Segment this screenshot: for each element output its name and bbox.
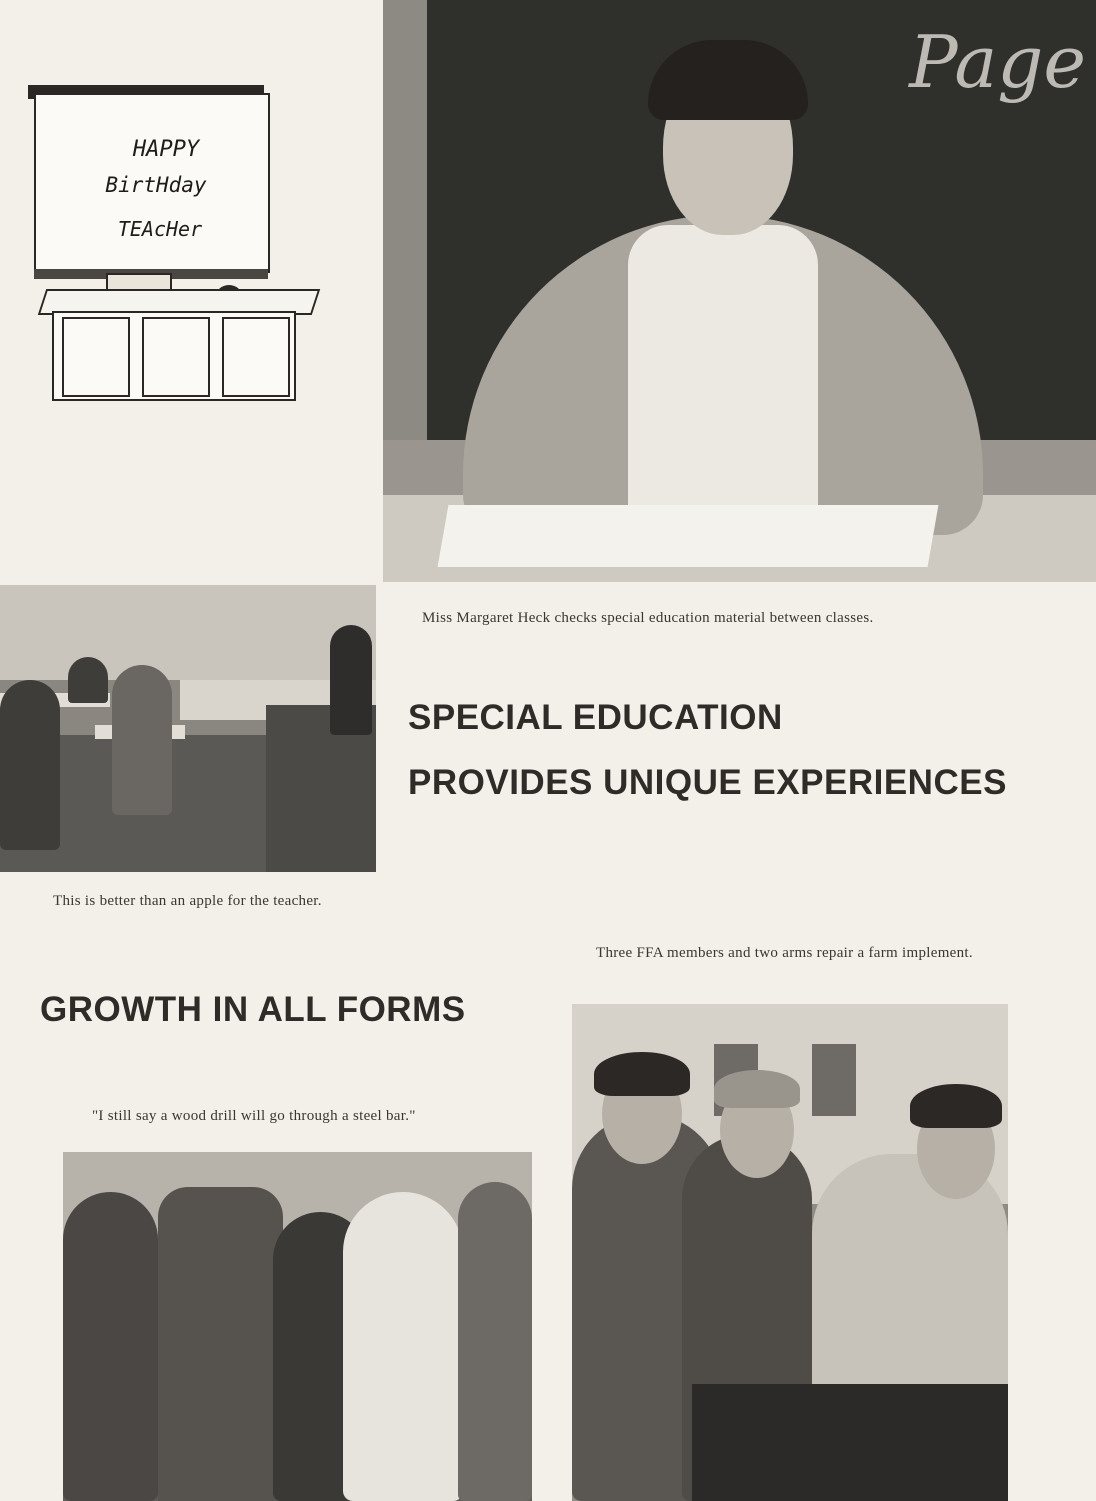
teacher-caption: Miss Margaret Heck checks special education material between classes. <box>422 610 874 626</box>
classroom-student <box>0 680 60 850</box>
ffa-photo <box>572 1004 1008 1501</box>
shop-window <box>812 1044 856 1116</box>
ffa-caption: Three FFA members and two arms repair a farm implement. <box>596 945 973 961</box>
desk-drawer-right <box>222 317 290 397</box>
desk-drawer-middle <box>142 317 210 397</box>
board-text-line-2: BirtHday <box>105 173 207 197</box>
drill-press-photo <box>63 1152 532 1501</box>
board-text-line-1: HAPPY <box>132 137 200 162</box>
classroom-caption: This is better than an apple for the teacher. <box>53 893 322 909</box>
cartoon-chalkboard <box>34 93 270 273</box>
special-education-heading-line-2: PROVIDES UNIQUE EXPERIENCES <box>408 763 1007 802</box>
classroom-student <box>112 665 172 815</box>
growth-heading: GROWTH IN ALL FORMS <box>40 990 466 1029</box>
chalkboard-writing: Page <box>909 20 1086 104</box>
student-plaid-shirt <box>458 1182 532 1501</box>
classroom-teacher-figure <box>330 625 372 735</box>
classroom-photo <box>0 585 376 872</box>
classroom-student <box>68 657 108 703</box>
student-white-shirt <box>343 1192 463 1501</box>
ffa-member-hair <box>714 1070 800 1108</box>
farm-implement <box>692 1384 1008 1501</box>
classroom-wall <box>0 585 376 680</box>
birthday-cartoon <box>28 85 320 415</box>
desk-drawer-left <box>62 317 130 397</box>
board-text-line-3: TEAcHer <box>117 217 203 241</box>
teacher-blouse <box>628 225 818 515</box>
special-education-heading-line-1: SPECIAL EDUCATION <box>408 698 783 737</box>
student-figure <box>63 1192 158 1501</box>
drill-press <box>158 1187 283 1501</box>
ffa-member-hair <box>910 1084 1002 1128</box>
desk-drawing <box>52 311 296 401</box>
drill-caption: "I still say a wood drill will go through a steel bar." <box>92 1108 416 1124</box>
teacher-photo <box>383 0 1096 582</box>
ffa-member-hair <box>594 1052 690 1096</box>
photo-papers <box>438 505 939 567</box>
